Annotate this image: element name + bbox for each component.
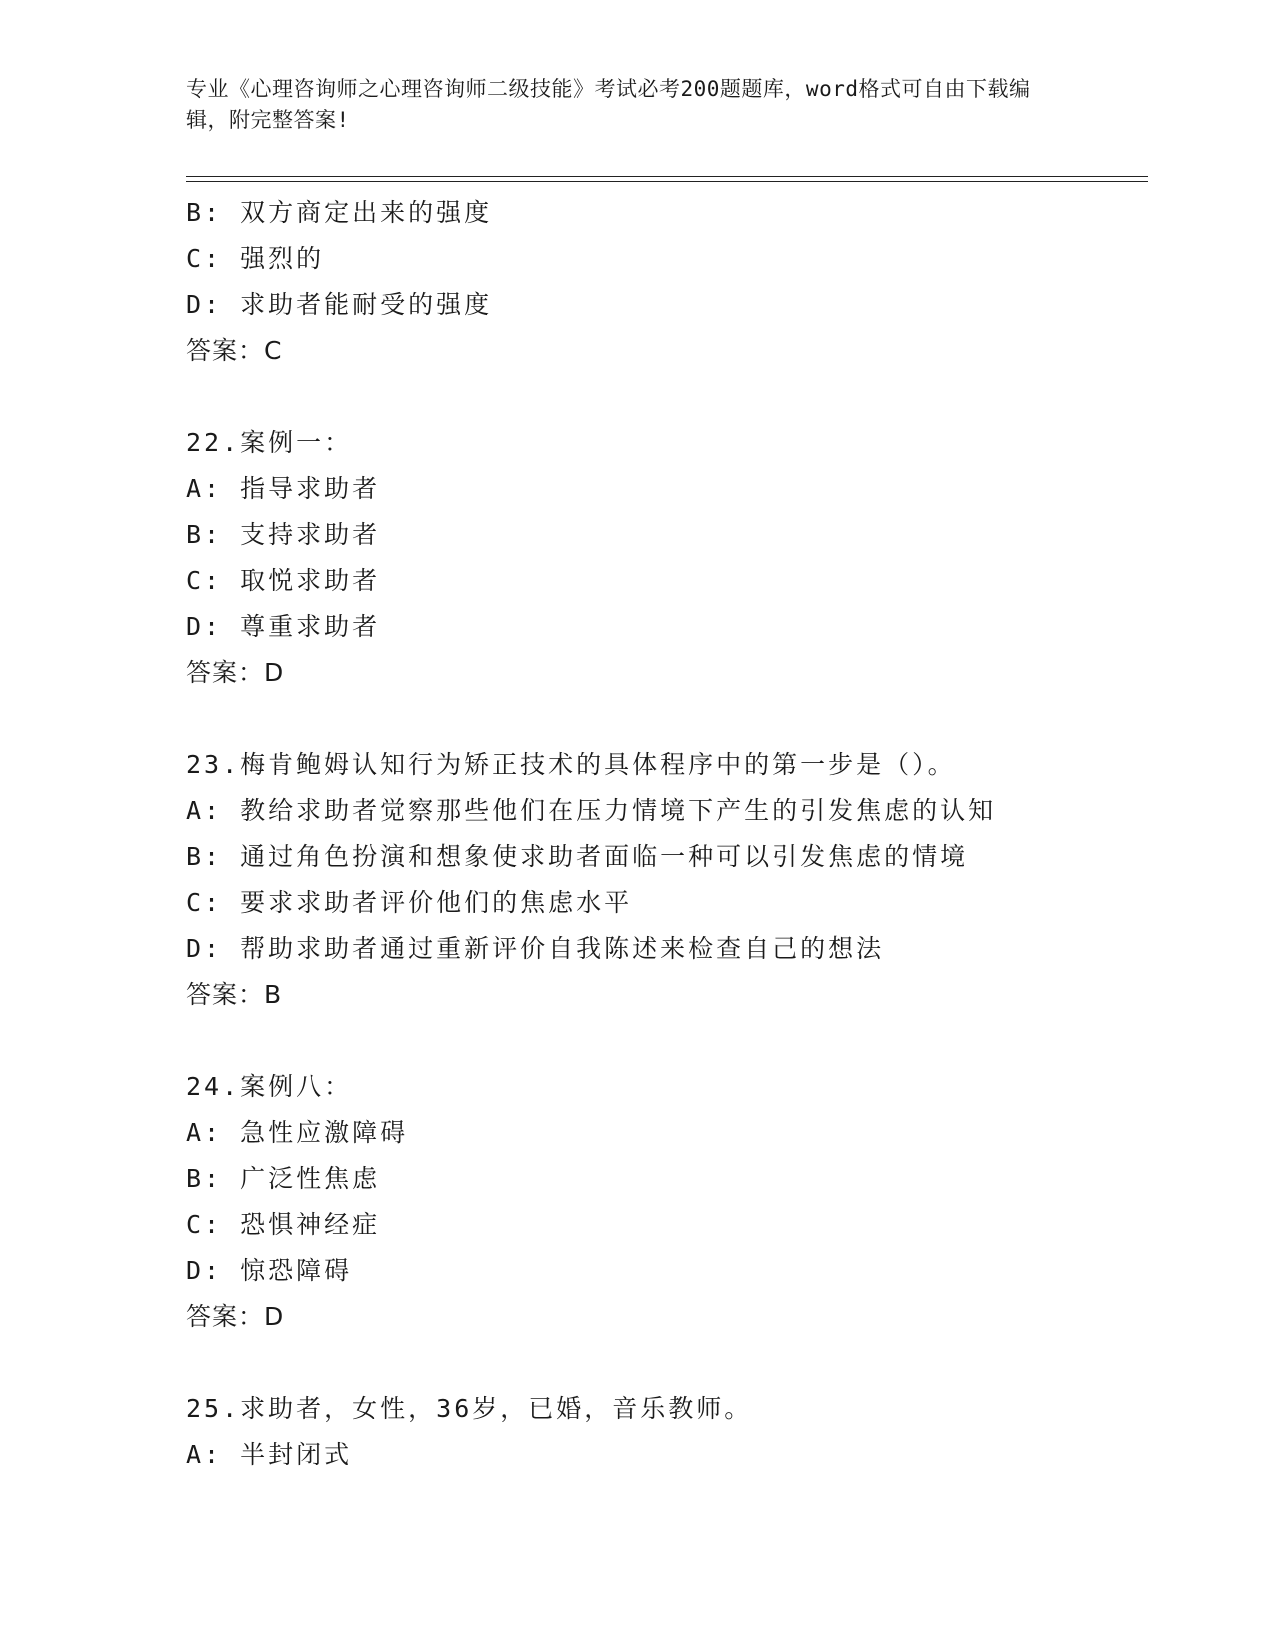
option-a: A: 指导求助者 bbox=[186, 474, 381, 503]
question-21-continued bbox=[186, 190, 1146, 374]
question-24 bbox=[186, 1064, 1146, 1340]
answer-line: 答案：D bbox=[186, 1302, 285, 1331]
option-d: D: 求助者能耐受的强度 bbox=[186, 290, 493, 319]
question-stem: 25.求助者，女性，36岁，已婚，音乐教师。 bbox=[186, 1394, 753, 1423]
header-divider-top bbox=[186, 176, 1148, 177]
spacer bbox=[186, 696, 1146, 742]
option-b: B: 广泛性焦虑 bbox=[186, 1164, 381, 1193]
question-stem: 24.案例八： bbox=[186, 1072, 353, 1101]
option-c: C: 取悦求助者 bbox=[186, 566, 381, 595]
option-d: D: 帮助求助者通过重新评价自我陈述来检查自己的想法 bbox=[186, 934, 885, 963]
option-c: C: 恐惧神经症 bbox=[186, 1210, 381, 1239]
option-a: A: 半封闭式 bbox=[186, 1440, 353, 1469]
spacer bbox=[186, 1018, 1146, 1064]
header-divider-bottom bbox=[186, 181, 1148, 182]
answer-line: 答案：C bbox=[186, 336, 283, 365]
answer-line: 答案：B bbox=[186, 980, 283, 1009]
option-c: C: 强烈的 bbox=[186, 244, 325, 273]
answer-line: 答案：D bbox=[186, 658, 285, 687]
question-25 bbox=[186, 1386, 1146, 1478]
option-b: B: 双方商定出来的强度 bbox=[186, 198, 493, 227]
question-list bbox=[186, 190, 1146, 1478]
option-a: A: 教给求助者觉察那些他们在压力情境下产生的引发焦虑的认知 bbox=[186, 796, 997, 825]
question-22 bbox=[186, 420, 1146, 696]
option-b: B: 通过角色扮演和想象使求助者面临一种可以引发焦虑的情境 bbox=[186, 842, 969, 871]
question-stem: 22.案例一： bbox=[186, 428, 353, 457]
spacer bbox=[186, 374, 1146, 420]
option-d: D: 惊恐障碍 bbox=[186, 1256, 353, 1285]
question-23 bbox=[186, 742, 1146, 1018]
option-c: C: 要求求助者评价他们的焦虑水平 bbox=[186, 888, 633, 917]
option-d: D: 尊重求助者 bbox=[186, 612, 381, 641]
question-stem: 23.梅肯鲍姆认知行为矫正技术的具体程序中的第一步是（）。 bbox=[186, 750, 956, 779]
document-header bbox=[186, 74, 1066, 136]
option-b: B: 支持求助者 bbox=[186, 520, 381, 549]
spacer bbox=[186, 1340, 1146, 1386]
option-a: A: 急性应激障碍 bbox=[186, 1118, 409, 1147]
header-title: 专业《心理咨询师之心理咨询师二级技能》考试必考200题题库，word格式可自由下载编辑，附完整答案! bbox=[186, 77, 1031, 132]
